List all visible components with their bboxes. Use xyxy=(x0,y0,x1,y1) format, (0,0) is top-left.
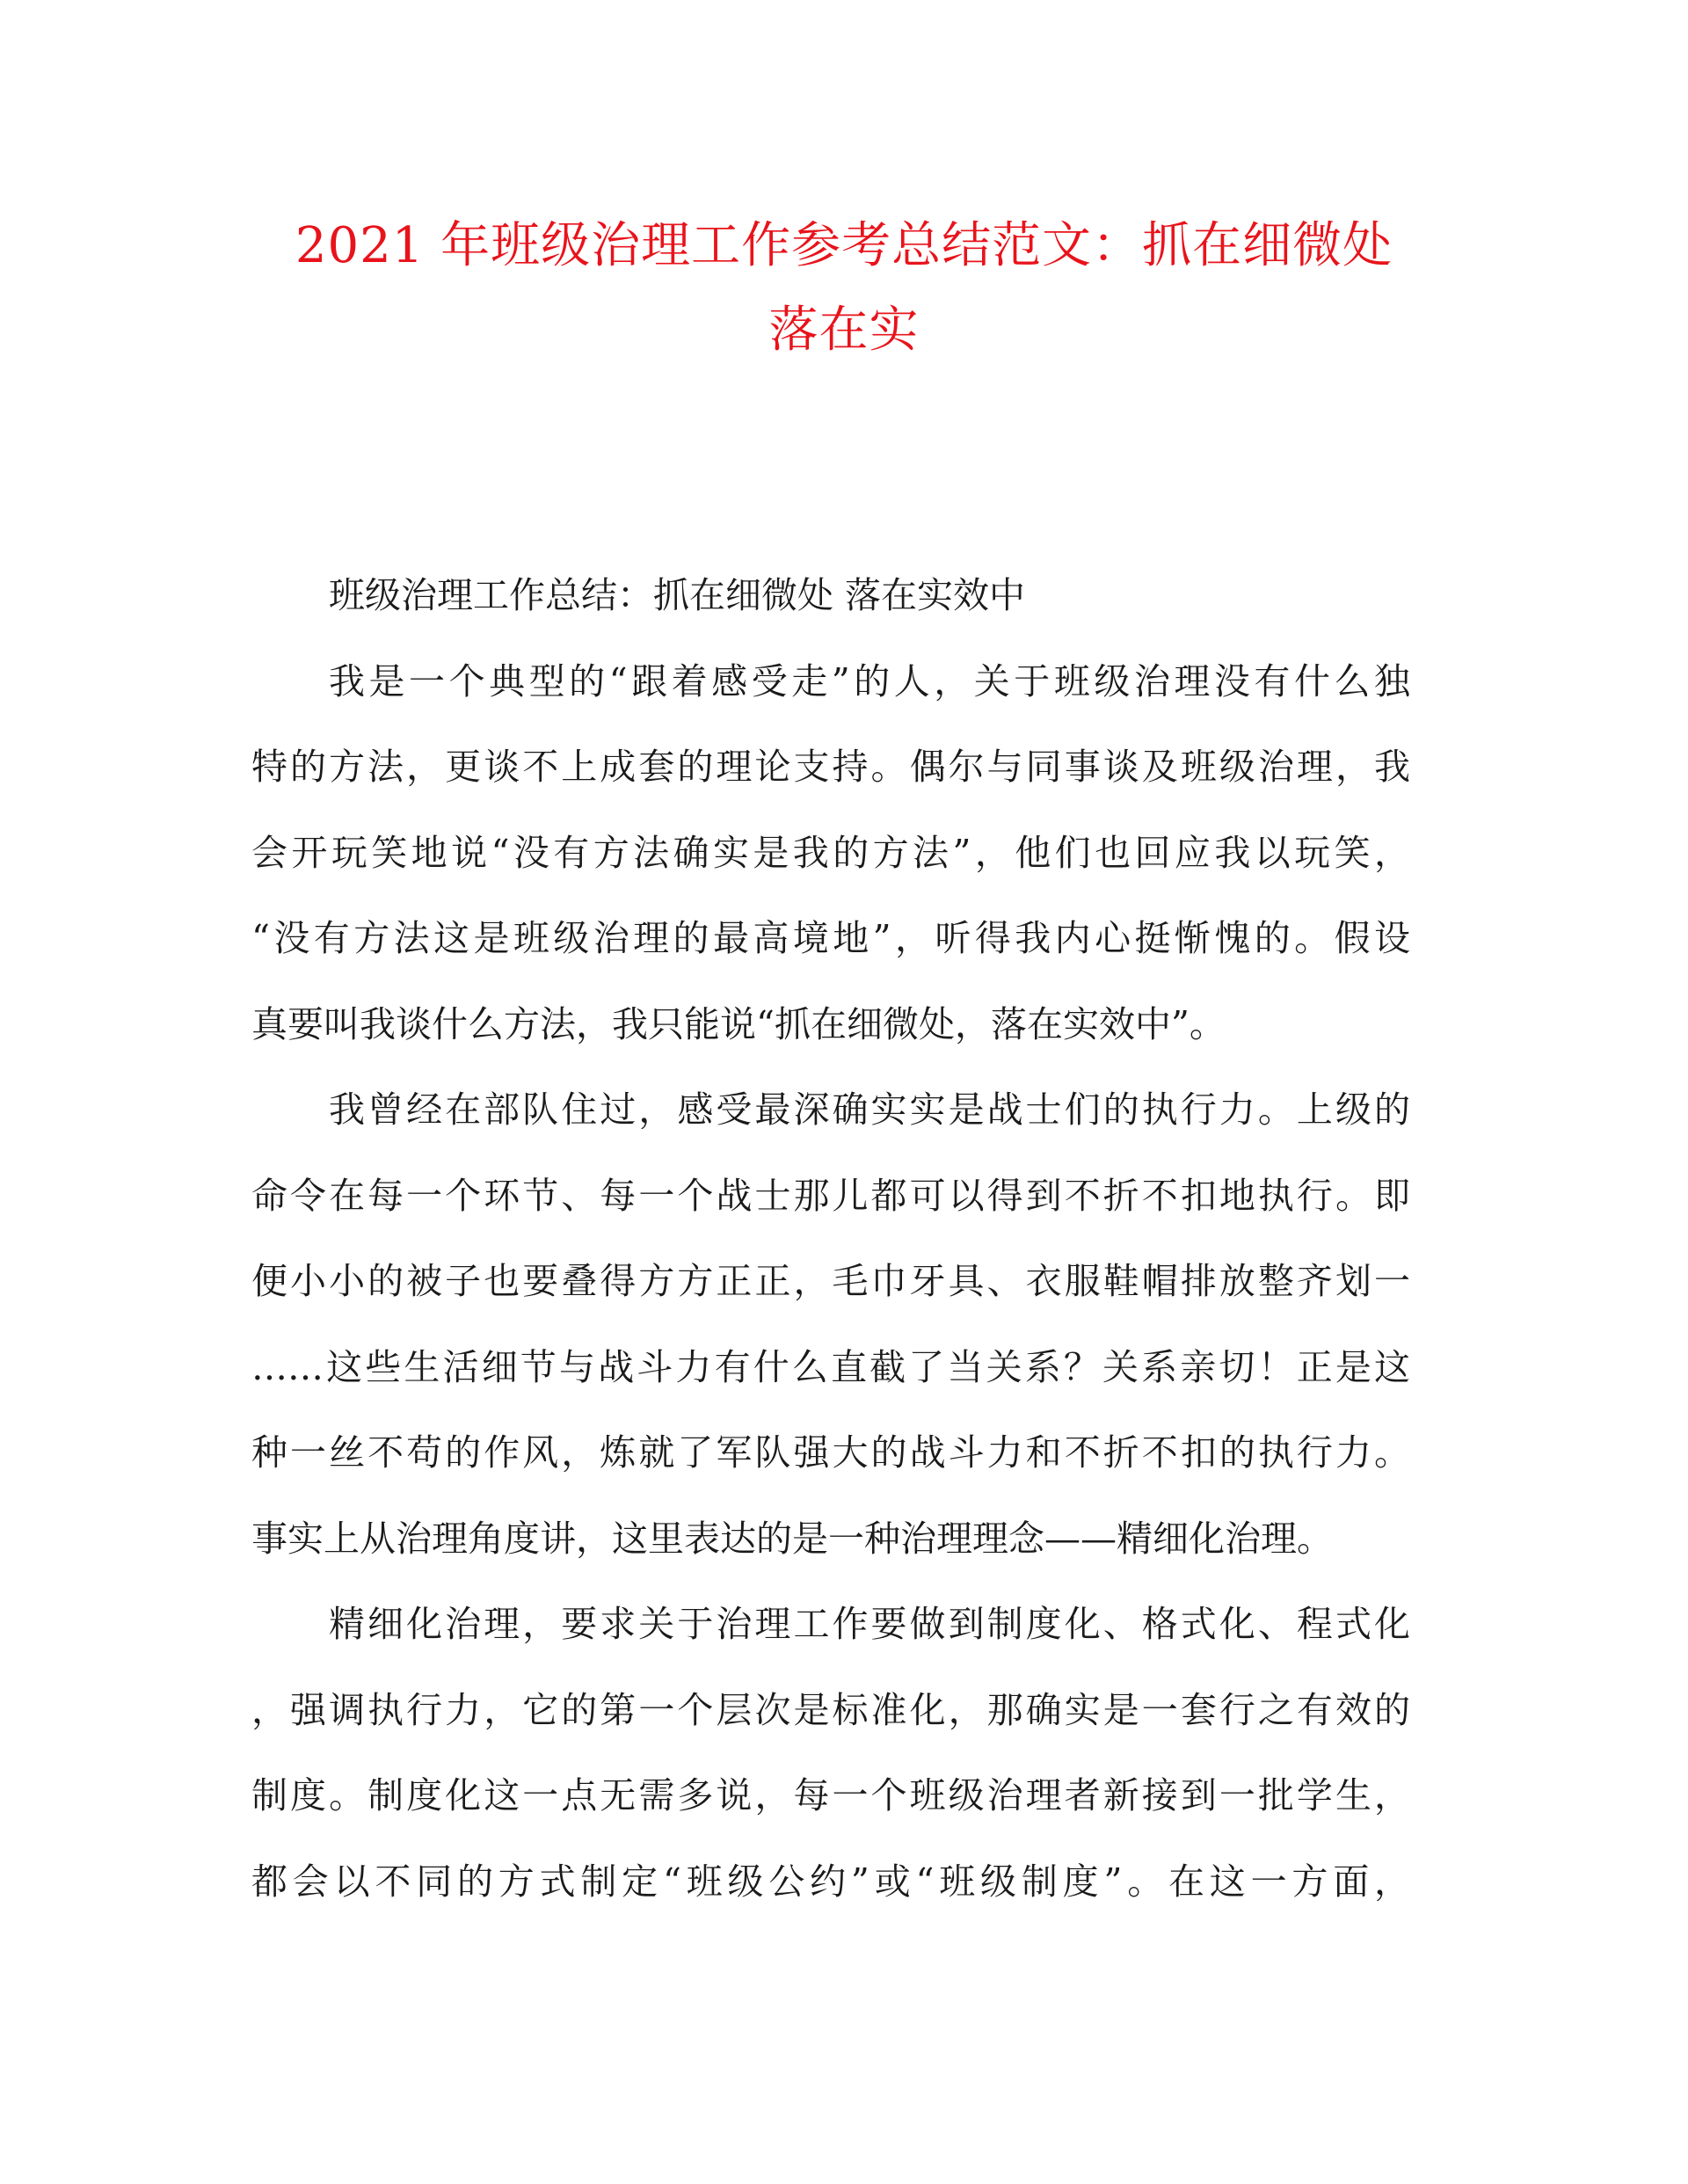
text-line: 我曾经在部队住过，感受最深确实实是战士们的执行力。上级的 xyxy=(329,1088,1410,1131)
text-line: 便小小的被子也要叠得方方正正，毛巾牙具、衣服鞋帽排放整齐划一 xyxy=(251,1260,1410,1302)
text-line: 精细化治理，要求关于治理工作要做到制度化、格式化、程式化 xyxy=(329,1603,1410,1645)
text-line: 事实上从治理角度讲，这里表达的是一种治理理念——精细化治理。 xyxy=(251,1517,1333,1560)
text-line: 种一丝不苟的作风，炼就了军队强大的战斗力和不折不扣的执行力。 xyxy=(251,1431,1410,1474)
text-line: “没有方法这是班级治理的最高境地”，听得我内心挺惭愧的。假设 xyxy=(251,917,1410,959)
text-line: 会开玩笑地说“没有方法确实是我的方法”，他们也回应我以玩笑， xyxy=(251,831,1410,874)
title-line-1: 2021 年班级治理工作参考总结范文：抓在细微处 xyxy=(295,217,1393,274)
text-line: 班级治理工作总结：抓在细微处 落在实效中 xyxy=(329,574,1026,616)
text-line: 特的方法，更谈不上成套的理论支持。偶尔与同事谈及班级治理，我 xyxy=(251,746,1410,788)
document-body xyxy=(251,553,1410,1925)
text-line: ，强调执行力，它的第一个层次是标准化，那确实是一套行之有效的 xyxy=(251,1688,1410,1731)
text-line: ……这些生活细节与战斗力有什么直截了当关系？关系亲切！正是这 xyxy=(251,1345,1410,1388)
text-line: 我是一个典型的“跟着感受走”的人，关于班级治理没有什么独 xyxy=(329,659,1410,703)
text-line: 真要叫我谈什么方法，我只能说“抓在细微处，落在实效中”。 xyxy=(251,1002,1226,1045)
text-line: 制度。制度化这一点无需多说，每一个班级治理者新接到一批学生， xyxy=(251,1774,1410,1816)
text-line: 都会以不同的方式制定“班级公约”或“班级制度”。在这一方面， xyxy=(251,1860,1410,1903)
document-title xyxy=(246,204,1442,373)
text-line: 命令在每一个环节、每一个战士那儿都可以得到不折不扣地执行。即 xyxy=(251,1174,1410,1217)
title-line-2: 落在实 xyxy=(768,302,920,359)
